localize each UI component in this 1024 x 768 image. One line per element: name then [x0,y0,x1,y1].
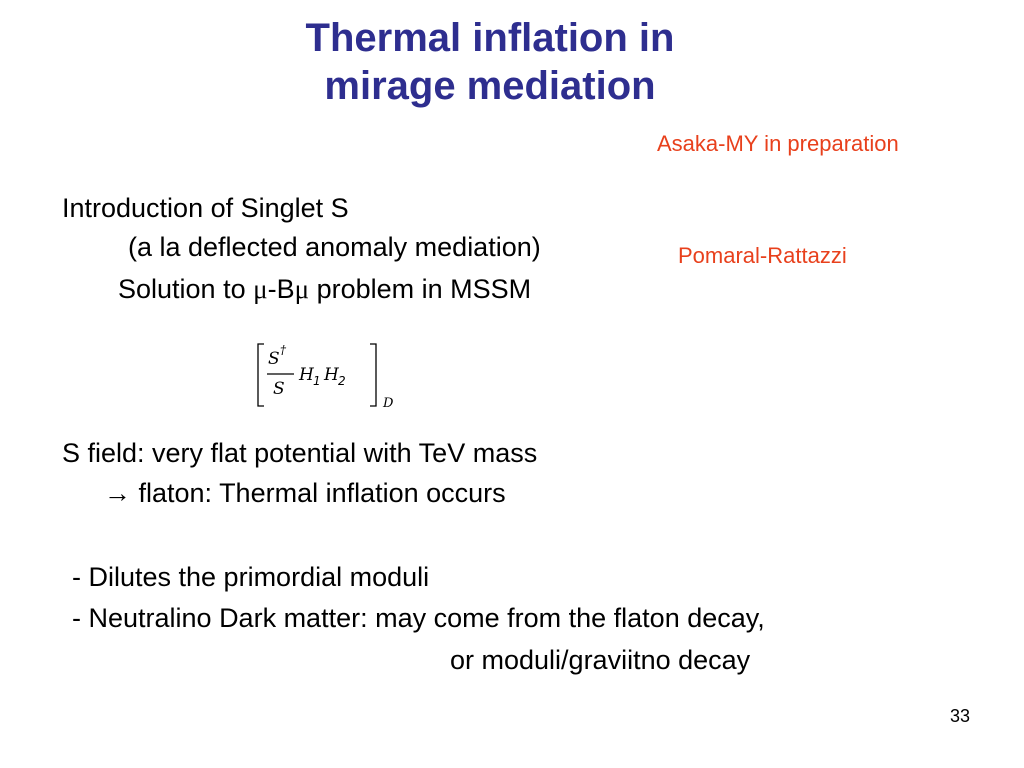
formula [256,340,416,417]
reference-pomaral: Pomaral-Rattazzi [678,243,847,268]
intro-line-3-c: problem in MSSM [309,274,532,304]
bullet-1: - Dilutes the primordial moduli [72,562,430,592]
h1-symbol: H [299,365,314,385]
reference-asaka: Asaka-MY in preparation [657,131,899,156]
h2-symbol: H [324,365,339,385]
intro-line-2: (a la deflected anomaly mediation) [128,232,541,262]
left-bracket [258,344,264,406]
sfield-line-1: S field: very flat potential with TeV mass [62,438,538,468]
sfield-line-2-text: flaton: Thermal inflation occurs [131,478,506,508]
mu-symbol: μ [294,274,310,304]
intro-line-1: Introduction of Singlet S [62,193,349,223]
page-number: 33 [949,706,970,726]
title-line-1: Thermal inflation in [305,16,675,60]
intro-line-3-b: -B [267,274,295,304]
intro-line-3 [118,273,531,305]
bullet-2-continuation: or moduli/graviitno decay [450,645,751,675]
title-line-2: mirage mediation [324,64,656,108]
dagger-symbol: † [280,343,286,357]
slide-title [0,14,980,110]
fraction-denominator: S [273,379,285,399]
arrow-icon: → [104,478,131,508]
fraction-numerator: S [268,349,280,369]
d-subscript: D [383,396,394,411]
intro-line-3-a: Solution to [118,274,254,304]
sfield-line-2 [104,477,506,509]
right-bracket [370,344,376,406]
h1-subscript: 1 [313,374,321,388]
formula-graphic [256,340,416,412]
mu-symbol: μ [253,274,268,304]
bullet-2: - Neutralino Dark matter: may come from the flaton decay, [72,603,765,633]
h2-subscript: 2 [338,374,346,388]
